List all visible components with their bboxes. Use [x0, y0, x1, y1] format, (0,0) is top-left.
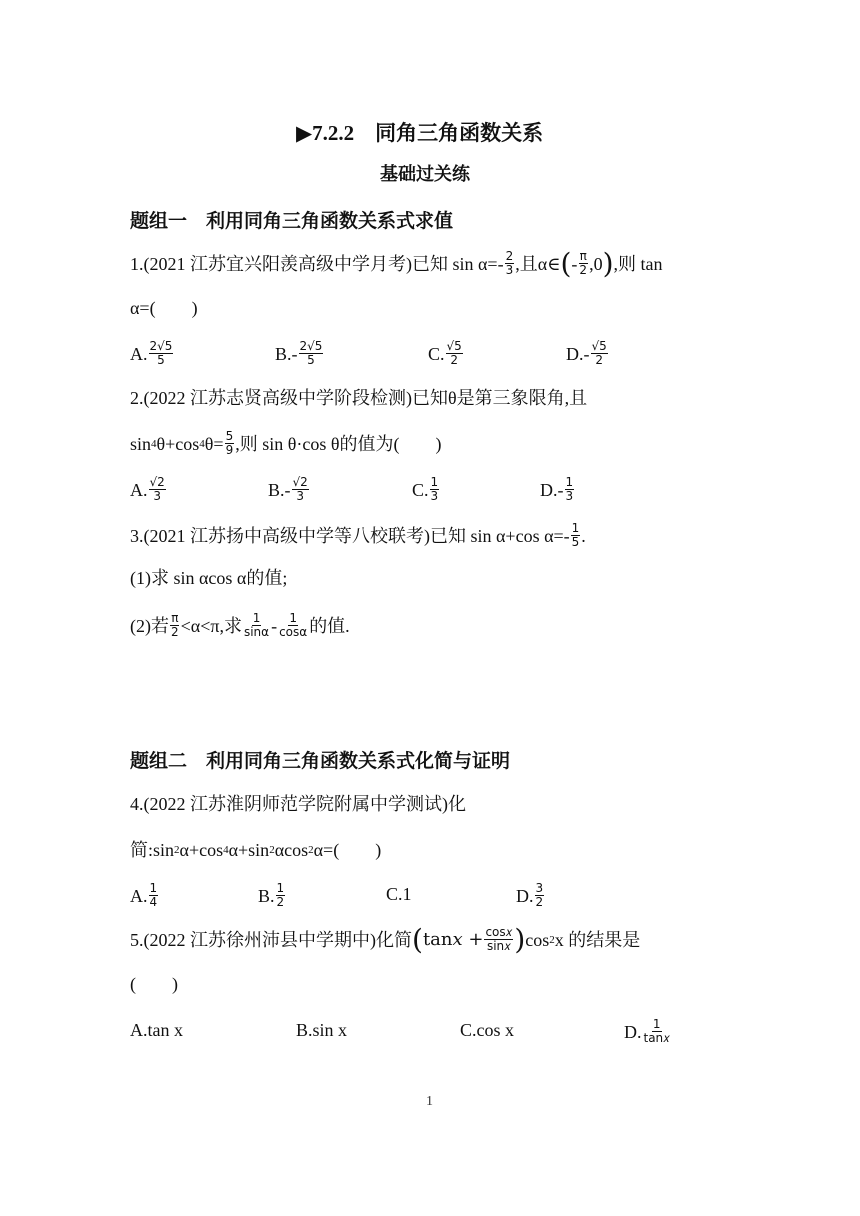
q4-option-0: A. $\frac{1}{4}$	[130, 881, 158, 909]
q5-option-0: A.tan x	[130, 1020, 183, 1040]
q1-fraction: $\frac{2}{3}$	[505, 249, 514, 277]
q1-prefix: 1.(2021 江苏宜兴阳羡高级中学月考)已知 sin α=-	[130, 253, 504, 274]
q1-tail: ,则 tan	[613, 253, 663, 274]
section-subtitle: 基础过关练	[380, 164, 470, 184]
q2-option-0: A. $\frac{√2}{3}$	[130, 475, 165, 503]
page-title: ▶7.2.2 同角三角函数关系	[296, 121, 544, 145]
q5-option-2: C.cos x	[460, 1020, 514, 1040]
q3-part2: (2)若 $\frac{\pi}{2}$ <α<π,求 $\frac{1}{\sin\alpha}$ - $\frac{1}{\cos\alpha}$ 的值.	[130, 611, 350, 639]
q2-option-3: D.- $\frac{1}{3}$	[540, 475, 574, 503]
q5-line2: ( )	[130, 974, 178, 994]
q4-stem: 4.(2022 江苏淮阴师范学院附属中学测试)化	[130, 794, 466, 814]
q1-zero: ,0	[589, 253, 603, 274]
q1-close-paren: )	[602, 246, 614, 280]
group-one-heading: 题组一 利用同角三角函数关系式求值	[130, 211, 454, 232]
q2-fraction: $\frac{5}{9}$	[225, 429, 234, 457]
q1-pi-fraction: $\frac{\pi}{2}$	[579, 249, 588, 277]
q1-option-2: C. $\frac{√5}{2}$	[428, 339, 462, 367]
q4-line2: 简:sin 2 α+cos 4 α+sin 2 αcos 2 α=( )	[130, 840, 382, 860]
q3-part1: (1)求 sin αcos α的值;	[130, 568, 288, 588]
q3-stem: 3.(2021 江苏扬中高级中学等八校联考)已知 sin α+cos α=- $\frac{1}{5}$ .	[130, 521, 586, 549]
q1-open-paren: (	[560, 246, 572, 280]
q1-option-1: B.- $\frac{2√5}{5}$	[275, 339, 323, 367]
q1-option-3: D.- $\frac{√5}{2}$	[566, 339, 607, 367]
q1-line2: α=( )	[130, 298, 198, 318]
q4-option-1: B. $\frac{1}{2}$	[258, 881, 285, 909]
page-number: 1	[426, 1094, 433, 1109]
q5-stem: 5.(2022 江苏徐州沛县中学期中)化简 ( tan𝑥 + $\frac{\text{cos𝑥}}{\text{sin𝑥}}$ ) cos 2 x 的结果是	[130, 922, 641, 956]
q1-option-0: A. $\frac{2√5}{5}$	[130, 339, 173, 367]
q2-stem: 2.(2022 江苏志贤高级中学阶段检测)已知θ是第三象限角,且	[130, 388, 588, 408]
q1-mid: ,且α∈	[515, 253, 561, 274]
q1-minus: -	[571, 253, 578, 274]
q3-fraction: $\frac{1}{5}$	[571, 521, 580, 549]
q5-option-1: B.sin x	[296, 1020, 348, 1040]
q5-option-3: D. $\frac{1}{\text{tan𝑥}}$	[624, 1017, 670, 1045]
q4-option-2: C.1	[386, 884, 412, 904]
group-two-heading: 题组二 利用同角三角函数关系式化简与证明	[130, 751, 511, 772]
q4-option-3: D. $\frac{3}{2}$	[516, 881, 544, 909]
q2-line2: sin 4 θ+cos 4 θ= $\frac{5}{9}$ ,则 sin θ·cos θ的值为( )	[130, 429, 442, 457]
q2-option-2: C. $\frac{1}{3}$	[412, 475, 439, 503]
q1-stem	[130, 246, 663, 280]
q2-option-1: B.- $\frac{√2}{3}$	[268, 475, 308, 503]
